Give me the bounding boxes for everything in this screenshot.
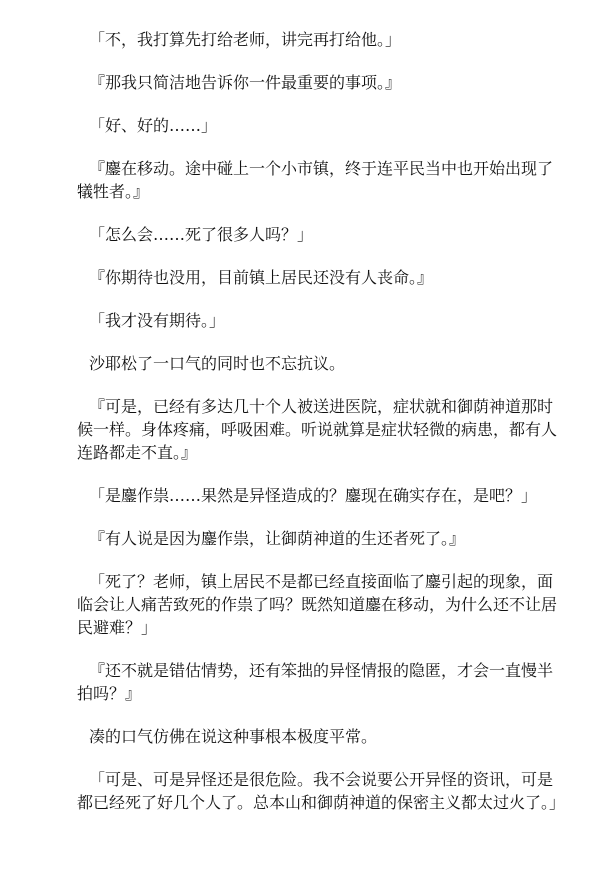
dialogue-paragraph: 「可是、可是异怪还是很危险。我不会说要公开异怪的资讯，可是都已经死了好几个人了。总本山和御荫神道的保密主义都太过火了。」 [77,770,566,812]
dialogue-paragraph: 「不，我打算先打给老师，讲完再打给他。」 [89,30,402,49]
dialogue-paragraph: 『可是，已经有多达几十个人被送进医院，症状就和御荫神道那时候一样。身体疼痛，呼吸困难。听说就算是症状轻微的病患，都有人连路都走不直。』 [77,397,558,462]
dialogue-paragraph: 「我才没有期待。」 [89,311,226,330]
dialogue-paragraph: 「死了？老师，镇上居民不是都已经直接面临了鏖引起的现象，面临会让人痛苦致死的作祟了吗？既然知道鏖在移动，为什么还不让居民避难？」 [77,572,558,637]
dialogue-paragraph: 『有人说是因为鏖作祟，让御荫神道的生还者死了。』 [89,529,466,548]
document-page [77,28,566,834]
narration-paragraph: 沙耶松了一口气的同时也不忘抗议。 [89,354,346,373]
dialogue-paragraph: 『那我只简洁地告诉你一件最重要的事项。』 [89,73,402,92]
dialogue-paragraph: 『你期待也没用，目前镇上居民还没有人丧命。』 [89,268,434,287]
dialogue-paragraph: 「怎么会……死了很多人吗？」 [89,225,314,244]
dialogue-paragraph: 『还不就是错估情势，还有笨拙的异怪情报的隐匿，才会一直慢半拍吗？』 [77,661,554,703]
dialogue-paragraph: 『鏖在移动。途中碰上一个小市镇，终于连平民当中也开始出现了犠牲者。』 [77,159,554,201]
narration-paragraph: 凑的口气仿佛在说这种事根本极度平常。 [89,727,378,746]
dialogue-paragraph: 「是鏖作祟……果然是异怪造成的？鏖现在确实存在，是吧？」 [89,486,538,505]
dialogue-paragraph: 「好、好的……」 [89,116,218,135]
